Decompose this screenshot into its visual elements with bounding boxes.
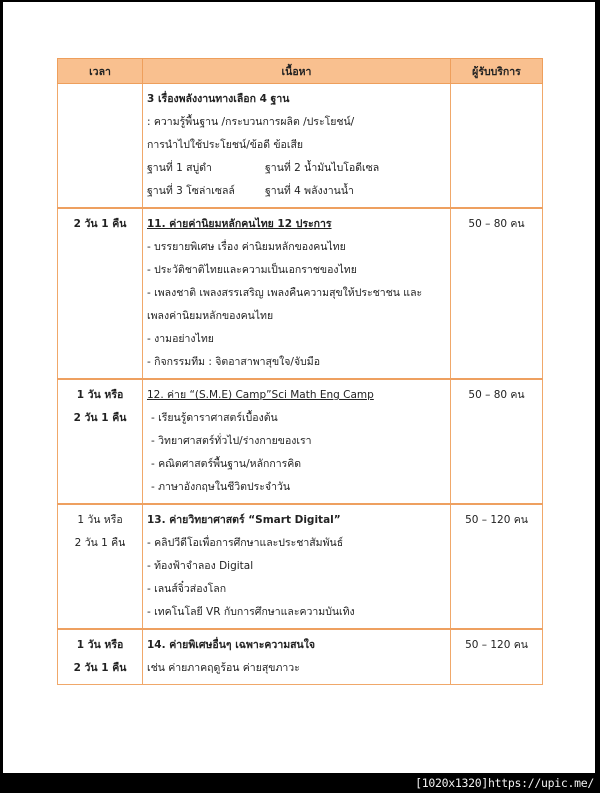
content-cell — [143, 629, 451, 685]
row-title: 13. ค่ายวิทยาศาสตร์ “Smart Digital” — [147, 514, 341, 526]
time-line: 2 วัน 1 คืน — [74, 537, 126, 549]
table-row — [58, 208, 543, 379]
content-line: การนำไปใช้ประโยชน์/ข้อดี ข้อเสีย — [147, 139, 304, 151]
time-cell — [58, 504, 143, 629]
time-cell — [58, 84, 143, 209]
camp-schedule-table — [57, 58, 543, 685]
time-line: 1 วัน หรือ — [76, 389, 124, 401]
capacity-cell — [451, 84, 543, 209]
table-row — [58, 504, 543, 629]
header-content: เนื้อหา — [143, 59, 451, 84]
content-line: - คลิปวีดีโอเพื่อการศึกษาและประชาสัมพันธ์ — [147, 537, 344, 549]
time-line: 2 วัน 1 คืน — [73, 218, 127, 230]
base-item: ฐานที่ 3 โซล่าเซลล์ — [147, 185, 235, 197]
capacity-cell: 50 – 80 คน — [451, 379, 543, 504]
row-title: 14. ค่ายพิเศษอื่นๆ เฉพาะความสนใจ — [147, 639, 316, 651]
base-item: ฐานที่ 2 น้ำมันไบโอดีเซล — [265, 162, 380, 174]
content-line: - คณิตศาสตร์พื้นฐาน/หลักการคิด — [151, 458, 302, 470]
content-cell — [143, 504, 451, 629]
row-title: 11. ค่ายค่านิยมหลักคนไทย 12 ประการ — [147, 218, 332, 230]
time-cell — [58, 208, 143, 379]
table-header-row — [58, 59, 543, 84]
row-title: 3 เรื่องพลังงานทางเลือก 4 ฐาน — [147, 93, 290, 105]
capacity-cell: 50 – 120 คน — [451, 629, 543, 685]
content-line: - ประวัติชาติไทยและความเป็นเอกราชของไทย — [147, 264, 357, 276]
capacity-cell: 50 – 120 คน — [451, 504, 543, 629]
document-page — [3, 2, 595, 773]
table-row — [58, 379, 543, 504]
content-line: - ภาษาอังกฤษในชีวิตประจำวัน — [151, 481, 291, 493]
content-line: - เพลงชาติ เพลงสรรเสริญ เพลงคืนความสุขให้ประชาชน และ — [147, 287, 423, 299]
time-line: 2 วัน 1 คืน — [73, 662, 127, 674]
content-cell — [143, 84, 451, 209]
content-cell — [143, 208, 451, 379]
content-line: - บรรยายพิเศษ เรื่อง ค่านิยมหลักของคนไทย — [147, 241, 346, 253]
time-line: 1 วัน หรือ — [76, 639, 124, 651]
capacity-cell: 50 – 80 คน — [451, 208, 543, 379]
time-cell — [58, 629, 143, 685]
row-title: 12. ค่าย “(S.M.E) Camp”Sci Math Eng Camp — [147, 389, 374, 401]
content-line: - วิทยาศาสตร์ทั่วไป/ร่างกายของเรา — [151, 435, 312, 447]
image-host-watermark: [1020x1320]https://upic.me/ — [415, 776, 594, 790]
time-line: 1 วัน หรือ — [77, 514, 123, 526]
table-row — [58, 84, 543, 209]
base-item: ฐานที่ 1 สบู่ดำ — [147, 162, 212, 174]
content-line: - เลนส์จิ๋วส่องโลก — [147, 583, 227, 595]
content-line: เช่น ค่ายภาคฤดูร้อน ค่ายสุขภาวะ — [147, 662, 300, 674]
table-row — [58, 629, 543, 685]
content-line: - กิจกรรมทีม : จิตอาสาพาสุขใจ/จับมือ — [147, 356, 320, 368]
content-line: - งามอย่างไทย — [147, 333, 214, 345]
content-line: - เทคโนโลยี VR กับการศึกษาและความบันเทิง — [147, 606, 355, 618]
time-cell — [58, 379, 143, 504]
content-line: - ท้องฟ้าจำลอง Digital — [147, 560, 254, 572]
content-line: : ความรู้พื้นฐาน /กระบวนการผลิต /ประโยชน์/ — [147, 116, 355, 128]
content-line: เพลงค่านิยมหลักของคนไทย — [147, 310, 274, 322]
header-capacity: ผู้รับบริการ — [451, 59, 543, 84]
header-time: เวลา — [58, 59, 143, 84]
time-line: 2 วัน 1 คืน — [73, 412, 127, 424]
content-line: - เรียนรู้ดาราศาสตร์เบื้องต้น — [151, 412, 278, 424]
base-item: ฐานที่ 4 พลังงานน้ำ — [265, 185, 354, 197]
content-cell — [143, 379, 451, 504]
base-list — [147, 157, 446, 203]
